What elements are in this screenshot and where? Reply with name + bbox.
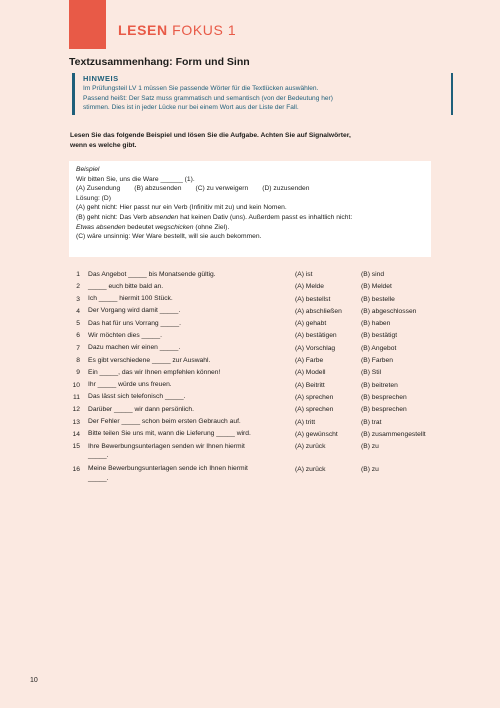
item-text: Ihre Bewerbungsunterlagen senden wir Ihnen hiermit _____. bbox=[88, 442, 245, 460]
exercise-item bbox=[70, 429, 450, 441]
item-text: Bitte teilen Sie uns mit, wann die Lieferung _____ wird. bbox=[88, 430, 251, 438]
option-a: (A) gewünscht bbox=[295, 430, 338, 438]
example-option-b: (B) abzusenden bbox=[134, 185, 182, 193]
example-explanation-c: (C) wäre unsinnig: Wer Ware bestellt, will sie auch bekommen. bbox=[76, 233, 262, 241]
option-a: (A) tritt bbox=[295, 418, 316, 426]
text-run: bedeutet bbox=[125, 223, 156, 231]
option-a: (A) Beitritt bbox=[295, 381, 325, 389]
option-a: (A) Vorschlag bbox=[295, 344, 336, 352]
exercise-item bbox=[70, 306, 450, 318]
instruction-line: Lesen Sie das folgende Beispiel und lösen Sie die Aufgabe. Achten Sie auf Signalwörter, bbox=[70, 132, 351, 139]
option-b: (B) beitreten bbox=[361, 381, 398, 389]
hint-line: Im Prüfungsteil LV 1 müssen Sie passende Wörter für die Textlücken auswählen. bbox=[83, 85, 319, 92]
instruction-line: wenn es welche gibt. bbox=[70, 142, 137, 149]
option-a: (A) zurück bbox=[295, 443, 326, 451]
option-a: (A) gehabt bbox=[295, 320, 327, 328]
page-header bbox=[118, 22, 236, 38]
item-text: Der Fehler _____ schon beim ersten Gebrauch auf. bbox=[88, 418, 241, 426]
item-number: 15 bbox=[72, 443, 80, 451]
item-text: Es gibt verschiedene _____ zur Auswahl. bbox=[88, 356, 211, 364]
example-options bbox=[76, 184, 425, 194]
option-a: (A) Melde bbox=[295, 283, 324, 291]
exercise-item bbox=[70, 294, 450, 306]
option-b: (B) Meldet bbox=[361, 283, 392, 291]
item-number: 7 bbox=[76, 344, 80, 352]
exercise-item bbox=[70, 417, 450, 429]
item-text: Wir möchten dies _____. bbox=[88, 331, 162, 339]
hint-line: Passend heißt: Der Satz muss grammatisch und semantisch (von der Bedeutung her) bbox=[83, 94, 333, 102]
item-text: Ein _____, das wir Ihnen empfehlen können! bbox=[88, 368, 221, 376]
item-text: Meine Bewerbungsunterlagen sende ich Ihnen hiermit _____. bbox=[88, 465, 248, 482]
option-b: (B) besprechen bbox=[361, 406, 407, 414]
item-number: 11 bbox=[73, 393, 80, 401]
option-b: (B) zusammengestellt bbox=[361, 430, 426, 438]
text-run: (B) geht nicht: Das Verb bbox=[76, 213, 149, 221]
header-tab bbox=[69, 0, 106, 49]
hint-text bbox=[83, 84, 445, 113]
item-text: Ihr _____ würde uns freuen. bbox=[88, 381, 172, 389]
option-a: (A) sprechen bbox=[295, 406, 334, 414]
option-b: (B) Angebot bbox=[361, 344, 397, 352]
option-b: (B) bestätigt bbox=[361, 332, 398, 340]
example-option-d: (D) zuzusenden bbox=[262, 185, 310, 193]
item-text: Das Angebot _____ bis Monatsende gültig. bbox=[88, 270, 216, 278]
item-text: Darüber _____ wir dann persönlich. bbox=[88, 405, 194, 413]
example-option-a: (A) Zusendung bbox=[76, 185, 121, 193]
page-number: 10 bbox=[30, 677, 38, 684]
example-explanation-a: (A) geht nicht: Hier passt nur ein Verb (Infinitiv mit zu) und kein Nomen. bbox=[76, 204, 287, 212]
item-text: _____ euch bitte bald an. bbox=[88, 282, 164, 290]
option-a: (A) ist bbox=[295, 271, 313, 278]
example-box bbox=[69, 161, 431, 257]
item-number: 3 bbox=[76, 295, 80, 303]
option-b: (B) Farben bbox=[361, 357, 393, 365]
item-text: Der Vorgang wird damit _____. bbox=[88, 307, 181, 315]
item-number: 16 bbox=[72, 465, 80, 473]
exercise-item bbox=[70, 392, 450, 404]
item-number: 13 bbox=[72, 418, 80, 426]
hint-line: stimmen. Dies ist in jeder Lücke nur bei einem Wort aus der Liste der Fall. bbox=[83, 104, 299, 112]
option-a: (A) sprechen bbox=[295, 393, 334, 401]
exercise-item bbox=[70, 380, 450, 392]
instruction bbox=[70, 131, 440, 151]
item-number: 10 bbox=[72, 381, 80, 389]
exercise-item bbox=[70, 355, 450, 367]
exercise-item bbox=[70, 464, 450, 487]
option-b: (B) haben bbox=[361, 320, 391, 328]
exercise-item bbox=[70, 404, 450, 416]
exercise-item bbox=[70, 367, 450, 379]
item-text: Das hat für uns Vorrang _____. bbox=[88, 319, 181, 327]
exercise-item bbox=[70, 318, 450, 330]
text-run-italic: absenden bbox=[148, 213, 179, 221]
exercise-item bbox=[70, 343, 450, 355]
exercise-item bbox=[70, 281, 450, 293]
option-b: (B) abgeschlossen bbox=[361, 307, 417, 315]
item-number: 14 bbox=[72, 430, 80, 438]
text-run: hat keinen Dativ (uns). Außerdem passt es inhaltlich nicht: bbox=[178, 213, 353, 221]
item-number: 8 bbox=[76, 357, 80, 365]
option-b: (B) besprechen bbox=[361, 393, 407, 401]
item-text: Das lässt sich telefonisch _____. bbox=[88, 393, 186, 401]
item-text: Dazu machen wir einen _____. bbox=[88, 344, 181, 352]
example-sentence: Wir bitten Sie, uns die Ware ______ (1). bbox=[76, 175, 195, 183]
header-title-rest: FOKUS 1 bbox=[167, 22, 237, 38]
option-b: (B) trat bbox=[361, 418, 382, 426]
item-number: 12 bbox=[72, 406, 80, 414]
section-title: Textzusammenhang: Form und Sinn bbox=[69, 56, 250, 68]
option-a: (A) abschließen bbox=[295, 307, 342, 315]
option-a: (A) bestätigen bbox=[295, 332, 337, 340]
text-run-italic: Etwas absenden bbox=[76, 223, 126, 231]
option-b: (B) Stil bbox=[361, 369, 382, 377]
exercise-item bbox=[70, 330, 450, 342]
example-explanation-b2 bbox=[76, 223, 425, 233]
item-number: 9 bbox=[76, 369, 80, 377]
option-a: (A) bestellst bbox=[295, 295, 331, 303]
text-run-italic: wegschicken bbox=[155, 223, 194, 231]
exercise-item bbox=[70, 441, 450, 464]
example-explanation-b bbox=[76, 213, 425, 223]
option-a: (A) zurück bbox=[295, 465, 326, 473]
item-number: 1 bbox=[76, 271, 80, 278]
exercise-item bbox=[70, 269, 450, 281]
header-title-bold: LESEN bbox=[118, 22, 168, 38]
item-number: 4 bbox=[76, 307, 80, 315]
option-a: (A) Modell bbox=[295, 369, 326, 377]
item-number: 5 bbox=[76, 320, 80, 328]
example-option-c: (C) zu verweigern bbox=[195, 185, 249, 193]
example-solution: Lösung: (D) bbox=[76, 194, 111, 202]
option-a: (A) Farbe bbox=[295, 357, 324, 365]
option-b: (B) zu bbox=[361, 465, 379, 473]
item-text: Ich _____ hiermit 100 Stück. bbox=[88, 295, 173, 303]
hint-title: HINWEIS bbox=[83, 74, 119, 83]
option-b: (B) sind bbox=[361, 271, 385, 278]
option-b: (B) zu bbox=[361, 443, 379, 451]
item-number: 2 bbox=[76, 283, 80, 291]
example-title: Beispiel bbox=[76, 166, 100, 173]
exercise-list bbox=[70, 269, 450, 486]
hint-box bbox=[72, 73, 453, 115]
text-run: (ohne Ziel). bbox=[193, 223, 230, 231]
option-b: (B) bestelle bbox=[361, 295, 395, 303]
item-number: 6 bbox=[76, 332, 80, 340]
